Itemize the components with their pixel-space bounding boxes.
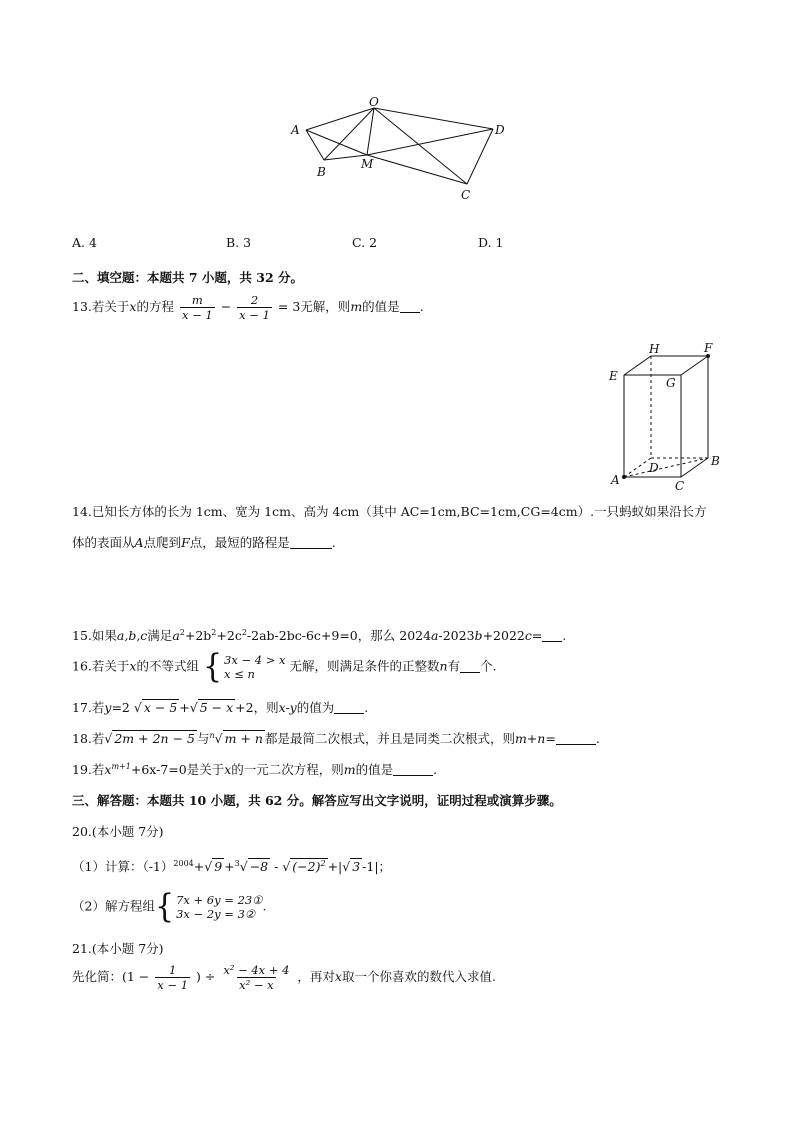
question-18	[72, 729, 600, 747]
q16-brace: {	[202, 647, 223, 686]
question-21-title: 21.(本小题 7分)	[72, 941, 164, 956]
q16-x: x	[129, 658, 137, 674]
figure1-label-m: M	[361, 157, 374, 171]
q20-p1-prefix: （1）计算：（-1）	[72, 859, 174, 874]
q15-c: c	[524, 628, 532, 643]
q20-p2-dot: .	[262, 898, 267, 914]
q13-answer-blank	[400, 300, 420, 313]
q17-radicand-2: 5 − x	[199, 700, 234, 715]
q18-dot: .	[595, 731, 600, 746]
q14-answer-blank	[290, 536, 332, 549]
q13-fraction-2	[237, 294, 272, 321]
figure1-label-d: D	[495, 123, 505, 137]
q20-radicand-sq	[290, 858, 327, 874]
cuboid-label-d: D	[649, 461, 659, 475]
q20-radicand-9: 9	[214, 859, 223, 874]
q18-sqrt-2: √ m + n	[214, 731, 263, 746]
q20-cuberoot: √ −8	[239, 859, 269, 874]
question-16	[72, 647, 497, 686]
q15-mid: 满足	[147, 628, 173, 643]
cuboid-label-e: E	[609, 369, 618, 383]
q20-p1-plus2: +	[224, 859, 235, 874]
question-17	[72, 698, 368, 716]
figure1-label-b: B	[317, 165, 326, 179]
q19-exponent: m+1	[111, 762, 131, 771]
q19-x2: x	[224, 762, 232, 777]
q16-ineq-1: 3x − 4 > x	[224, 653, 286, 667]
q16-n: n	[439, 658, 448, 674]
question-20-title: 20.(本小题 7分)	[72, 824, 164, 839]
q16-suffix: 无解，则满足条件的正整数	[289, 658, 440, 674]
question-21-body	[72, 964, 496, 991]
figure-quadrilateral	[280, 95, 520, 205]
q13-var: x	[129, 299, 137, 315]
q20-cuberoot-index: 3	[234, 859, 240, 868]
q19-x: x	[104, 762, 112, 777]
q17-dot: .	[364, 700, 369, 715]
section2-title: 二、填空题：本题共 7 小题，共 32 分。	[72, 270, 304, 285]
q18-eq: =	[545, 731, 556, 746]
q16-answer-blank	[460, 660, 480, 673]
q13-m: m	[350, 299, 363, 315]
question-20-part2	[72, 887, 267, 926]
q14-line2b: 点爬到	[143, 535, 182, 550]
q15-a2: a	[431, 628, 439, 643]
q21-f2-num: x² − 4x + 4	[223, 963, 290, 977]
q20-radicand-base: (−2)	[292, 859, 321, 874]
figure1-label-o: O	[369, 95, 379, 109]
q13-f2-den: x − 1	[239, 308, 270, 323]
q13-prefix: 13.若关于	[72, 299, 130, 315]
q15-sq3: 2	[241, 628, 247, 637]
q15-sq2: 2	[211, 628, 217, 637]
cuboid-edge-gf	[681, 356, 708, 375]
q15-answer-blank	[542, 629, 562, 642]
q15-expr4: -2023	[438, 628, 475, 643]
q19-dot: .	[433, 762, 438, 777]
q18-prefix: 18.若	[72, 731, 105, 746]
q18-with: 与	[196, 731, 210, 746]
q21-f1-num: 1	[168, 963, 177, 977]
q18-mid: 都是最简二次根式，并且是同类二次根式，则	[264, 731, 515, 746]
q15-expr5: +2022	[482, 628, 525, 643]
q19-mid2: 的一元二次方程，则	[231, 762, 344, 777]
q16-prefix: 16.若关于	[72, 658, 130, 674]
figure1-edge-dc	[467, 129, 493, 184]
q14-line2a: 体的表面从	[72, 535, 135, 550]
q21-f2-den: x² − x	[239, 978, 274, 993]
q17-xy: x-y	[278, 700, 297, 715]
q16-end2: 个.	[480, 658, 497, 674]
q20-radicand-neg8: −8	[249, 859, 269, 874]
figure1-edge-am	[306, 130, 367, 155]
q20-p1-abs-open: +|	[327, 859, 343, 874]
option-d: D. 1	[478, 235, 504, 250]
q21-prefix: 先化简：(1 −	[72, 969, 150, 985]
q19-prefix: 19.若	[72, 762, 105, 777]
cuboid-label-h: H	[649, 342, 660, 356]
q20-brace: {	[154, 887, 175, 926]
q15-prefix: 15.如果	[72, 628, 117, 643]
cuboid-label-g: G	[666, 376, 676, 390]
q21-end: 取一个你喜欢的数代入求值.	[341, 969, 496, 985]
q17-y: y	[104, 700, 112, 715]
q13-f1-num: m	[191, 293, 203, 307]
q14-line2c: 点，最短的路程是	[189, 535, 290, 550]
q19-mid: +6x-7=0是关于	[130, 762, 225, 777]
q15-a: a	[172, 628, 180, 643]
cuboid-point-a	[622, 475, 626, 479]
q18-root-index: n	[209, 731, 215, 740]
q16-mid: 的不等式组	[136, 658, 199, 674]
q20-sqrt-9: √ 9	[204, 859, 223, 874]
q13-suffix: 无解，则	[300, 299, 351, 315]
section3-title: 三、解答题：本题共 10 小题，共 62 分。解答应写出文字说明，证明过程或演算步骤。	[72, 793, 562, 808]
figure1-label-c: C	[461, 188, 471, 202]
q14-point-a: A	[134, 535, 144, 550]
figure1-edge-mc	[367, 155, 467, 184]
q17-prefix: 17.若	[72, 700, 105, 715]
q19-end: 的值是	[355, 762, 394, 777]
q13-dot: .	[419, 299, 424, 315]
q18-sqrt-1: √ 2m + 2n − 5	[104, 731, 195, 746]
q20-sqrt-sq: √ $(-2)^2$	[282, 859, 326, 874]
question-20-part1	[72, 857, 391, 875]
q20-p1-minus: -	[270, 859, 283, 874]
q20-p1-end: -1|；	[362, 859, 392, 874]
option-a: A. 4	[72, 235, 97, 250]
q21-fraction-2	[221, 964, 291, 991]
q21-f1-den: x − 1	[157, 978, 189, 993]
q21-x: x	[334, 969, 342, 985]
q19-answer-blank	[393, 763, 433, 776]
cuboid-label-f: F	[704, 341, 713, 355]
figure1-edge-ab	[306, 130, 324, 160]
q15-vars: a,b,c	[116, 628, 148, 643]
q17-eq: =2	[111, 700, 130, 715]
figure1-edge-od	[374, 108, 493, 129]
q15-sq1: 2	[179, 628, 185, 637]
q20-p1-plus1: +	[193, 859, 205, 874]
q19-m: m	[343, 762, 356, 777]
q20-p2-prefix: （2）解方程组	[72, 898, 155, 914]
cuboid-label-c: C	[675, 479, 685, 492]
q17-sqrt-1: √ x − 5	[133, 700, 178, 715]
q16-ineq-2: x ≤ n	[224, 667, 255, 681]
question-15	[72, 626, 566, 644]
q20-radicand-exp: 2	[320, 859, 326, 868]
figure1-label-a: A	[291, 123, 300, 137]
q15-b: b	[474, 628, 483, 643]
cuboid-edge-ef	[624, 356, 651, 375]
question-14-line2	[72, 533, 336, 551]
question-13	[72, 294, 424, 321]
q13-eq: = 3	[277, 299, 301, 315]
option-b: B. 3	[226, 235, 252, 250]
q21-suffix: ，再对	[297, 969, 335, 985]
q15-expr2: +2c	[216, 628, 242, 643]
figure1-edge-om	[367, 108, 374, 155]
q14-dot: .	[331, 535, 336, 550]
q16-end: 有	[447, 658, 461, 674]
q18-radicand-1: 2m + 2n − 5	[114, 731, 195, 746]
q17-tail: +2，则	[235, 700, 279, 715]
q13-f2-num: 2	[250, 293, 259, 307]
figure1-edge-oc	[374, 108, 467, 184]
cuboid-label-a: A	[611, 473, 620, 487]
q17-plus: +	[179, 700, 190, 715]
cuboid-label-b: B	[711, 454, 720, 468]
q15-dot: .	[562, 628, 567, 643]
q18-mn: m+n	[514, 731, 546, 746]
q20-radicand-3: 3	[352, 859, 361, 874]
q17-sqrt-2: √ 5 − x	[189, 700, 234, 715]
q17-radicand-1: x − 5	[143, 700, 178, 715]
q21-fraction-1	[155, 964, 190, 991]
q20-equation-2: 3x − 2y = 3②	[176, 907, 256, 921]
q16-system	[224, 653, 286, 681]
q18-radicand-2: m + n	[224, 731, 263, 746]
q21-mid: ) ÷	[196, 969, 216, 985]
figure-cuboid	[605, 340, 725, 492]
q17-answer-blank	[334, 701, 364, 714]
q17-end: 的值为	[296, 700, 335, 715]
q13-end: 的值是	[362, 299, 400, 315]
q13-minus: −	[220, 299, 232, 315]
q20-system	[176, 893, 262, 921]
q15-expr: +2b	[184, 628, 212, 643]
q15-expr6: =	[531, 628, 543, 643]
q15-expr3: -2ab-2bc-6c+9=0，那么 2024	[246, 628, 432, 643]
q20-p1-exponent: 2004	[173, 859, 194, 868]
q18-answer-blank	[556, 732, 596, 745]
q20-sqrt-3: √ 3	[342, 859, 361, 874]
question-19	[72, 760, 437, 778]
option-c: C. 2	[352, 235, 378, 250]
q13-f1-den: x − 1	[181, 308, 213, 323]
q13-mid: 的方程	[136, 299, 174, 315]
figure1-edge-md	[367, 129, 493, 155]
question-14-line1: 14.已知长方体的长为 1cm、宽为 1cm、高为 4cm（其中 AC=1cm,BC=1cm,CG=4cm）.一只蚂蚁如果沿长方	[72, 504, 707, 519]
cuboid-hidden-af	[624, 458, 708, 477]
q14-point-f: F	[181, 535, 190, 550]
q13-fraction-1	[180, 294, 215, 321]
q20-equation-1: 7x + 6y = 23①	[176, 893, 263, 907]
